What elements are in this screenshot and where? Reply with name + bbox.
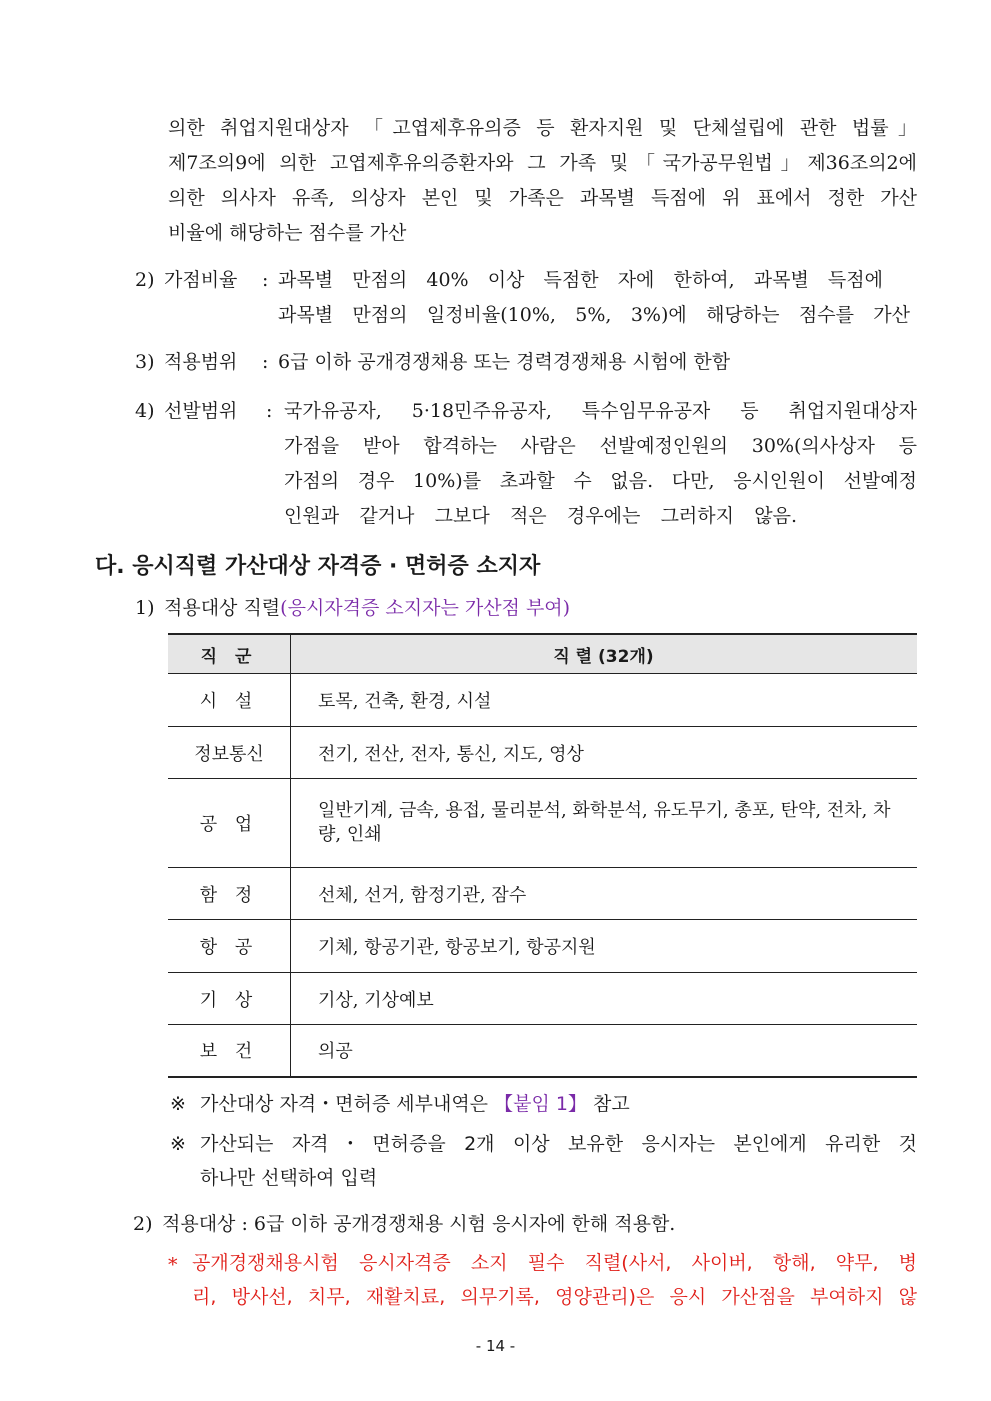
note-mark: ※ <box>170 1093 186 1115</box>
sub1-label: 적용대상 직렬 <box>164 597 281 619</box>
item-text-line: 과목별 만점의 40% 이상 득점한 자에 한하여, 과목별 득점에 <box>278 269 883 291</box>
series-cell: 토목, 건축, 환경, 시설 <box>291 674 918 727</box>
table-row <box>168 1025 917 1077</box>
table-row <box>168 674 917 727</box>
sub2-text: 적용대상 : 6급 이하 공개경쟁채용 시험 응시자에 한해 적용함. <box>162 1213 676 1235</box>
footnote-mark: * <box>168 1254 178 1276</box>
item-text-line: 인원과 같거나 그보다 적은 경우에는 그러하지 않음. <box>284 505 797 527</box>
item-text-line: 가점의 경우 10%)를 초과할 수 없음. 다만, 응시인원이 선발예정 <box>284 470 917 492</box>
intro-line-2: 제7조의9에 의한 고엽제후유의증환자와 그 가족 및「국가공무원법」제36조의2에 <box>168 152 917 174</box>
item-text-line: 가점을 받아 합격하는 사람은 선발예정인원의 30%(의사상자 등 <box>284 435 917 457</box>
table-row <box>168 973 917 1025</box>
note-1 <box>200 1087 630 1121</box>
note-1-suffix: 참고 <box>592 1093 630 1115</box>
table-row <box>168 727 917 779</box>
group-cell: 항 공 <box>168 920 291 973</box>
intro-line-3: 의한 의사자 유족, 의상자 본인 및 가족은 과목별 득점에 위 표에서 정한 가산 <box>168 187 917 209</box>
page-number: - 14 - <box>475 1337 516 1355</box>
series-cell: 의공 <box>291 1025 918 1077</box>
sub1-highlight: (응시자격증 소지자는 가산점 부여) <box>280 597 571 619</box>
series-cell: 선체, 선거, 함정기관, 잠수 <box>291 868 918 920</box>
series-cell: 기체, 항공기관, 항공보기, 항공지원 <box>291 920 918 973</box>
item-label: 가점비율 <box>164 269 238 291</box>
series-cell: 일반기계, 금속, 용접, 물리분석, 화학분석, 유도무기, 총포, 탄약, 전차, 차량, 인쇄 <box>291 779 918 868</box>
item-colon: : <box>262 269 269 291</box>
item-text-line: 과목별 만점의 일정비율(10%, 5%, 3%)에 해당하는 점수를 가산 <box>278 304 910 326</box>
intro-line-1: 의한 취업지원대상자 「고엽제후유의증 등 환자지원 및 단체설립에 관한 법률」 <box>168 117 917 139</box>
note-1-text: 가산대상 자격・면허증 세부내역은 <box>200 1093 489 1115</box>
sub1-number: 1) <box>135 597 155 619</box>
section-heading: 다. 응시직렬 가산대상 자격증 · 면허증 소지자 <box>95 554 541 579</box>
group-cell: 시 설 <box>168 674 291 727</box>
item-colon: : <box>262 351 269 373</box>
header-series: 직 렬 (32개) <box>291 634 918 674</box>
series-cell: 전기, 전산, 전자, 통신, 지도, 영상 <box>291 727 918 779</box>
intro-line-4: 비율에 해당하는 점수를 가산 <box>168 222 407 244</box>
footnote-line-2: 리, 방사선, 치무, 재활치료, 의무기록, 영양관리)은 응시 가산점을 부여하지 않 <box>192 1286 917 1308</box>
table-row <box>168 779 917 868</box>
footnote-line-1: 공개경쟁채용시험 응시자격증 소지 필수 직렬(사서, 사이버, 항해, 약무, 병 <box>192 1252 917 1274</box>
qualification-table <box>168 633 917 1078</box>
item-label: 적용범위 <box>164 351 238 373</box>
table-row <box>168 868 917 920</box>
item-colon: : <box>266 400 273 422</box>
group-cell: 공 업 <box>168 779 291 868</box>
table-row <box>168 920 917 973</box>
sub1-text <box>164 591 570 625</box>
group-cell: 보 건 <box>168 1025 291 1077</box>
group-cell: 함 정 <box>168 868 291 920</box>
header-group: 직 군 <box>168 634 291 674</box>
group-cell: 정보통신 <box>168 727 291 779</box>
series-cell: 기상, 기상예보 <box>291 973 918 1025</box>
item-number: 3) <box>135 351 155 373</box>
note-mark: ※ <box>170 1133 186 1155</box>
item-label: 선발범위 <box>164 400 238 422</box>
item-number: 4) <box>135 400 155 422</box>
item-text-line: 6급 이하 공개경쟁채용 또는 경력경쟁채용 시험에 한함 <box>278 351 731 373</box>
attachment-reference: 【붙임 1】 <box>494 1093 587 1115</box>
note-2-line-1: 가산되는 자격・면허증을 2개 이상 보유한 응시자는 본인에게 유리한 것 <box>200 1133 917 1155</box>
group-cell: 기 상 <box>168 973 291 1025</box>
item-number: 2) <box>135 269 155 291</box>
table-header-row <box>168 634 917 674</box>
sub2-number: 2) <box>133 1213 153 1235</box>
note-2-line-2: 하나만 선택하여 입력 <box>200 1167 378 1189</box>
item-text-line: 국가유공자, 5·18민주유공자, 특수임무유공자 등 취업지원대상자 <box>284 400 917 422</box>
